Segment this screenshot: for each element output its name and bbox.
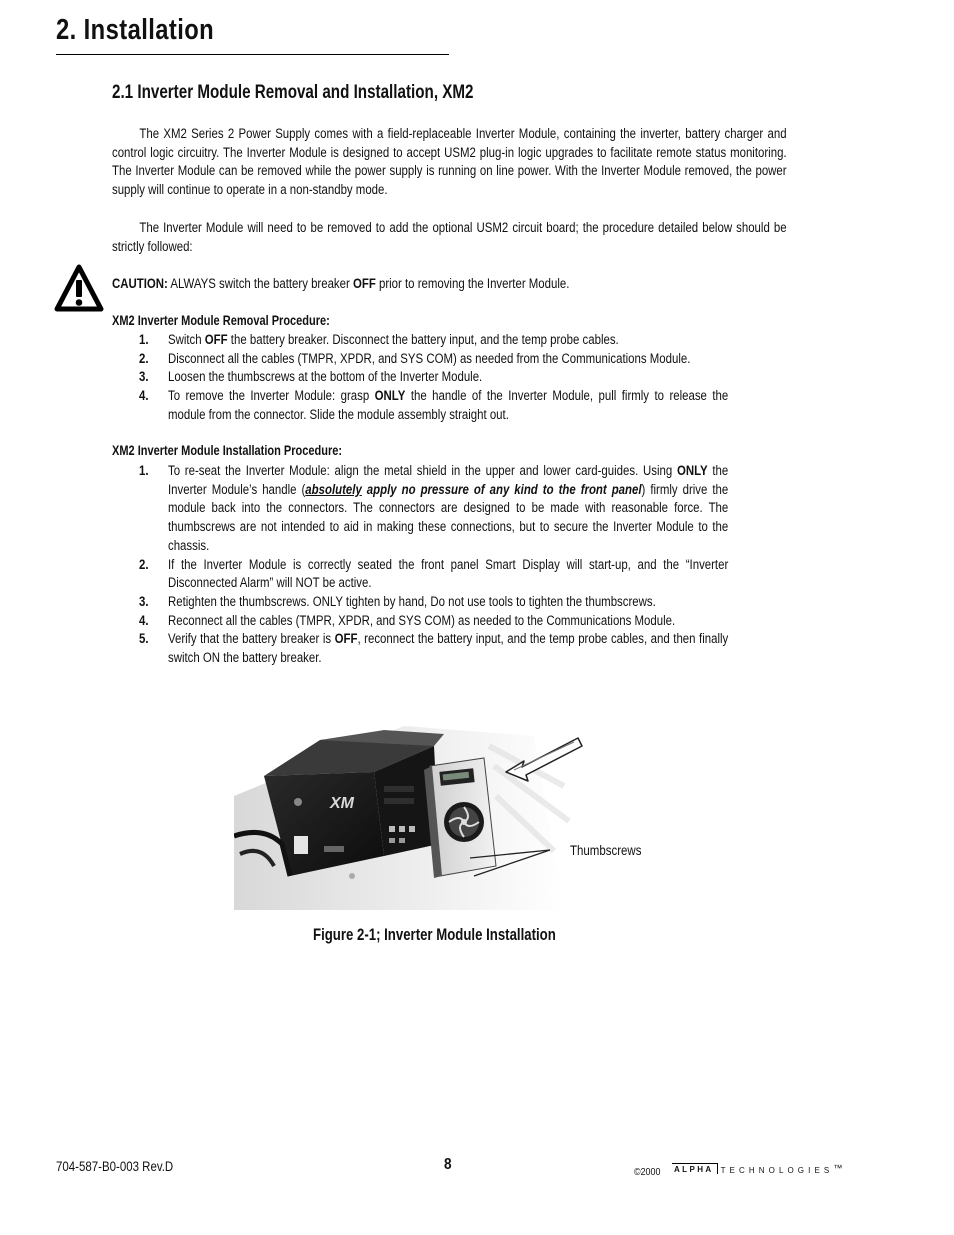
installation-procedure-heading: XM2 Inverter Module Installation Procedure: — [112, 443, 343, 458]
alpha-technologies-logo — [672, 1163, 842, 1177]
chapter-title: 2. Installation — [56, 14, 215, 46]
step-emphasis: apply no pressure of any kind to the front panel — [361, 481, 642, 498]
step-text: Switch — [167, 332, 205, 348]
step-keyword: OFF — [334, 631, 358, 648]
list-item — [139, 593, 728, 612]
logo-technologies-text: TECHNOLOGIES — [720, 1166, 834, 1175]
thumbscrews-callout: Thumbscrews — [570, 842, 642, 858]
step-text: the handle of the Inverter Module, pull firmly to release the module from the connector. Slide the module assembly straight out. — [167, 388, 729, 423]
footer-copyright: ©2000 — [634, 1166, 661, 1178]
logo-alpha-text: ALPHA — [672, 1163, 718, 1174]
step-number: 1. — [139, 463, 149, 479]
step-text: Verify that the battery breaker is — [167, 631, 335, 648]
removal-procedure-heading: XM2 Inverter Module Removal Procedure: — [112, 313, 330, 328]
step-number: 4. — [139, 388, 149, 405]
list-item — [139, 612, 728, 631]
inverter-module-photo — [234, 726, 584, 910]
caution-text-2: prior to removing the Inverter Module. — [375, 276, 570, 292]
step-keyword: ONLY — [676, 463, 708, 479]
step-text: the battery breaker. Disconnect the battery input, and the temp probe cables. — [227, 332, 619, 348]
section-title: 2.1 Inverter Module Removal and Installation, XM2 — [112, 82, 474, 103]
device-logo-text: XM — [330, 795, 354, 812]
warning-triangle-icon — [54, 264, 104, 312]
list-item — [139, 350, 728, 369]
intro-text-2: The Inverter Module will need to be removed to add the optional USM2 circuit board; the procedure detailed below should be strictly followed: — [112, 220, 787, 255]
trademark-symbol: ™ — [833, 1163, 843, 1173]
step-emphasis-underlined: absolutely — [305, 481, 362, 498]
intro-paragraph-1 — [112, 125, 787, 200]
step-text: Retighten the thumbscrews. ONLY tighten by hand, Do not use tools to tighten the thumbscrews. — [167, 593, 656, 610]
step-number: 2. — [139, 350, 149, 367]
figure-caption: Figure 2-1; Inverter Module Installation — [313, 926, 556, 944]
chapter-rule — [56, 54, 449, 55]
intro-text-1: The XM2 Series 2 Power Supply comes with a field-replaceable Inverter Module, containing the inverter, battery charger and control logic circuitry. The Inverter Module is designed to accept USM2 plug-in logic upgrades to facilitate remote status monitoring. The Inverter Module can be removed while the power supply is running on line power. With the Inverter Module removed, the power supply will continue to operate in a non-standby mode. — [112, 126, 787, 199]
step-number: 3. — [139, 593, 149, 610]
step-text: ) firmly drive the module back into the connectors. The connectors are designed to be made with reasonable force. The thumbscrews are not intended to aid in making these connections, but to secure the Inverter Module to the chassis. — [167, 481, 729, 554]
step-text: Disconnect all the cables (TMPR, XPDR, and SYS COM) as needed from the Communications Module. — [167, 350, 691, 367]
list-item — [139, 368, 728, 387]
step-keyword: ONLY — [374, 388, 406, 405]
list-item — [139, 462, 728, 556]
step-text: To remove the Inverter Module: grasp — [167, 388, 375, 405]
list-item — [139, 556, 728, 593]
caution-notice — [112, 275, 787, 294]
step-text: To re-seat the Inverter Module: align the metal shield in the upper and lower card-guides. Using — [167, 463, 677, 479]
step-text: Reconnect all the cables (TMPR, XPDR, and SYS COM) as needed to the Communications Module. — [167, 612, 676, 629]
installation-steps-list — [139, 462, 728, 668]
step-number: 2. — [139, 556, 149, 573]
caution-keyword: OFF — [352, 276, 376, 292]
footer-doc-number: 704-587-B0-003 Rev.D — [56, 1158, 174, 1174]
caution-text-1: ALWAYS switch the battery breaker — [167, 276, 353, 292]
step-text: , reconnect the battery input, and the temp probe cables, and then finally switch ON the battery breaker. — [167, 631, 729, 667]
step-keyword: OFF — [204, 332, 228, 348]
step-text: the Inverter Module’s handle ( — [167, 463, 729, 498]
intro-paragraph-2 — [112, 219, 787, 256]
removal-steps-list — [139, 331, 728, 425]
list-item — [139, 630, 728, 667]
step-number: 4. — [139, 612, 149, 629]
step-number: 3. — [139, 369, 149, 386]
list-item — [139, 387, 728, 424]
step-text: If the Inverter Module is correctly seated the front panel Smart Display will start-up, and the “Inverter Disconnected Alarm” will NOT be active. — [167, 556, 729, 592]
caution-label: CAUTION: — [112, 276, 168, 292]
step-number: 1. — [139, 332, 149, 348]
step-number: 5. — [139, 631, 149, 648]
list-item — [139, 331, 728, 350]
footer-page-number: 8 — [444, 1156, 452, 1173]
step-text: Loosen the thumbscrews at the bottom of the Inverter Module. — [167, 369, 483, 386]
